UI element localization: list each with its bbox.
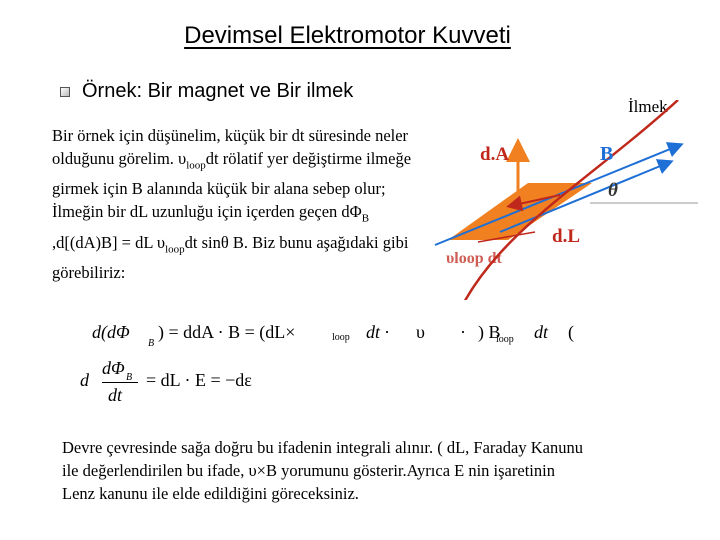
eq1-mid3: υ (416, 322, 425, 342)
paragraph-1 (52, 124, 422, 284)
checkbox-bullet-icon (60, 87, 70, 97)
eq1-mid6: dt (534, 322, 549, 342)
eq1-mid1: ) = ddA · B = (dL× (158, 322, 296, 342)
eq2-fraction-bar (102, 382, 138, 383)
p1-sub3: loop (165, 242, 185, 255)
theta-label: θ (608, 180, 618, 201)
dA-label: d.A (480, 144, 510, 165)
p1-seg3: ,d[(dA)B] = dL υ (52, 232, 166, 252)
eq1-lhs: d(dΦ (92, 322, 130, 342)
magnet-loop-diagram (430, 100, 720, 300)
p1-seg4: dt sinθ B. Biz bunu aşağıdaki gibi görebiliriz: (52, 232, 409, 282)
eq2-den: dt (108, 385, 123, 405)
B-label: B (600, 143, 614, 165)
vloop-label: υloop dt (446, 250, 502, 267)
eq1-mid2: dt · (366, 322, 390, 342)
bullet-item (60, 80, 353, 103)
dL-label: d.L (552, 226, 580, 247)
eq1-lhs-sub: B (148, 338, 155, 349)
eq2-num: dΦ (102, 358, 125, 378)
eq2-num-sub: B (126, 372, 133, 383)
eq1-tail: ( (568, 322, 574, 342)
eq1-sub-loop2: loop (496, 334, 514, 345)
title-text: Devimsel Elektromotor Kuvveti (184, 22, 511, 49)
eq2-rhs: = dL · E = −dε (146, 370, 252, 390)
bullet-text: Örnek: Bir magnet ve Bir ilmek (82, 80, 354, 102)
p1-seg2: dt rölatif yer değiştirme ilmeğe girmek için B alanında küçük bir alana sebep olur; İlmeğin bir dL uzunluğu için içerden geçen dΦ (52, 149, 412, 222)
p1-sub1: loop (186, 159, 206, 172)
ilmek-label: İlmek (628, 97, 668, 116)
page-title (0, 22, 695, 50)
eq1-mid4: · (460, 322, 466, 342)
equation-block (80, 298, 586, 413)
p1-seg1: Bir örnek için düşünelim, küçük bir dt süresinde neler olduğunu görelim. υ (52, 126, 409, 168)
eq2-d: d (80, 370, 89, 390)
eq1-sub-loop1: loop (332, 332, 350, 343)
loop-wire (460, 100, 678, 300)
p1-sub2: B (361, 212, 370, 225)
paragraph-2: Devre çevresinde sağa doğru bu ifadenin integrali alınır. ( dL, Faraday Kanunu ile değerlendirilen bu ifade, υ×B yorumunu gösterir.Ayrıca E nin işaretinin Lenz kanunu ile elde edildiğini göreceksiniz. (62, 438, 583, 503)
eq1-mid5: ) B (478, 322, 501, 342)
